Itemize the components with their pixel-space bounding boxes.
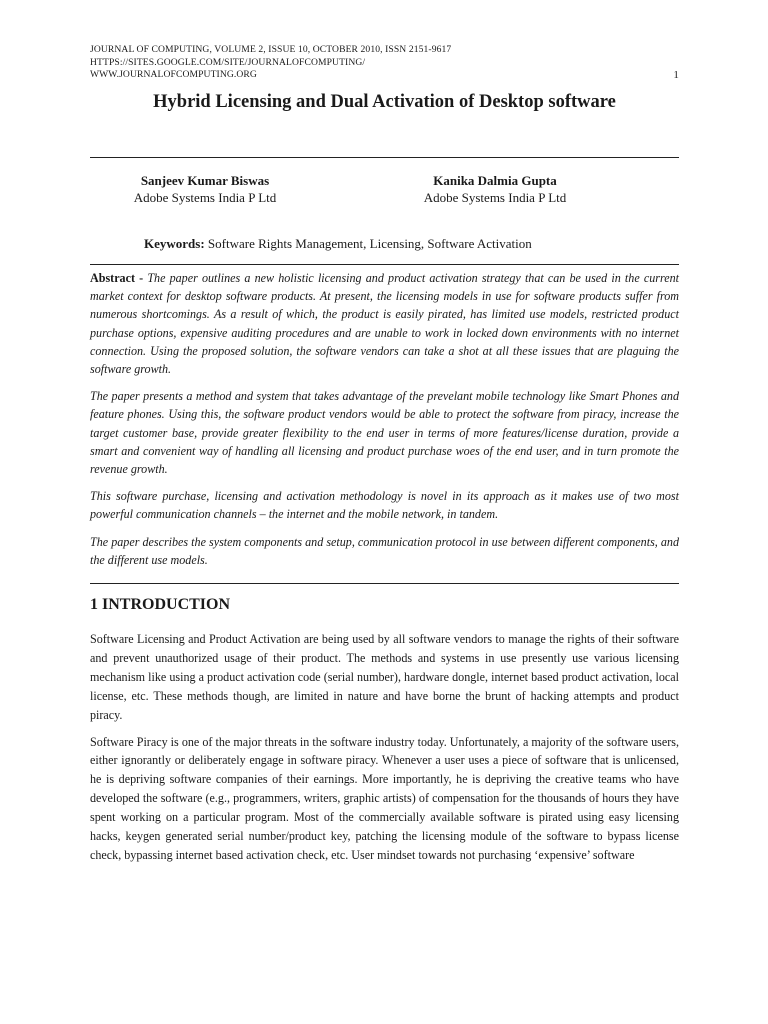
- body-paragraph: Software Piracy is one of the major threats in the software industry today. Unfortunately, a majority of the software users, either ignorantly or deliberately engage in software piracy. Whenever a user uses a piece of software that is unlicensed, he is depriving software companies of their earnings. More importantly, he is depriving the creative teams who have developed the software (e.g., programmers, writers, graphic artists) of compensation for the thousands of hours they have spent working on a particular program. Most of the commercially available software is pirated using easy licensing hacks, keygen generated serial number/product key, patching the licensing module of the software to bypass license check, bypassing internet based activation check, etc. User mindset towards not purchasing ‘expensive’ software: [90, 734, 679, 862]
- author-affiliation: Adobe Systems India P Ltd: [423, 190, 567, 205]
- author-block-1: [110, 172, 300, 206]
- page-number: 1: [673, 69, 679, 81]
- abstract-label: Abstract -: [90, 271, 144, 285]
- journal-url-line: WWW.JOURNALOFCOMPUTING.ORG: [90, 69, 257, 80]
- keywords-label: Keywords:: [144, 236, 205, 251]
- abstract-paragraph: The paper presents a method and system that takes advantage of the prevelant mobile technology like Smart Phones and feature phones. Using this, the software product vendors would be able to protect the software from piracy, increase the target customer base, provide greater flexibility to the end user in terms of more features/license duration, provide a smart and convenient way of handling all licensing and product purchase woes of the end user, and in turn promote the revenue growth.: [90, 389, 679, 477]
- journal-site-line: HTTPS://SITES.GOOGLE.COM/SITE/JOURNALOFCOMPUTING/: [90, 56, 366, 68]
- author-name: Kanika Dalmia Gupta: [433, 173, 557, 188]
- author-block-2: [385, 172, 605, 206]
- section-heading: 1 INTRODUCTION: [90, 596, 231, 613]
- abstract-top-divider: [90, 264, 679, 265]
- title-divider: [90, 157, 679, 158]
- paper-page: [90, 0, 679, 1024]
- author-name: Sanjeev Kumar Biswas: [140, 173, 270, 188]
- abstract-bottom-divider: [90, 583, 679, 584]
- section-body: [90, 630, 679, 873]
- running-header: [90, 44, 679, 82]
- keywords-line: [144, 236, 532, 252]
- keywords-text: Software Rights Management, Licensing, Software Activation: [207, 236, 532, 251]
- abstract-paragraph: [90, 269, 679, 378]
- abstract-paragraph-text: The paper outlines a new holistic licensing and product activation strategy that can be used in the current market context for desktop software products. At present, the licensing models in use for software products suffer from numerous shortcomings. As a result of which, the product is easily pirated, has limited use models, restricted product purchase options, expensive auditing procedures and are unable to work in locked down environments with no internet connection. Using the proposed solution, the software vendors can take a shot at all these issues that are plaguing the software growth.: [90, 271, 679, 377]
- author-affiliation: Adobe Systems India P Ltd: [133, 190, 277, 205]
- paper-title: Hybrid Licensing and Dual Activation of Desktop software: [153, 92, 616, 112]
- abstract-paragraph: The paper describes the system components and setup, communication protocol in use between different components, and the different use models.: [90, 534, 679, 567]
- abstract-paragraph: This software purchase, licensing and activation methodology is novel in its approach as it makes use of two most powerful communication channels – the internet and the mobile network, in tandem.: [90, 489, 679, 522]
- journal-line: JOURNAL OF COMPUTING, VOLUME 2, ISSUE 10, OCTOBER 2010, ISSN 2151-9617: [90, 44, 452, 55]
- abstract: [90, 269, 679, 578]
- body-paragraph: Software Licensing and Product Activation are being used by all software vendors to manage the rights of their software and prevent unauthorized usage of their product. The methods and systems in use presently use various licensing mechanism like using a product activation code (serial number), hardware dongle, internet based product activation, local license, etc. These methods though, are limited in nature and have borne the brunt of hacking attempts and product piracy.: [90, 632, 679, 722]
